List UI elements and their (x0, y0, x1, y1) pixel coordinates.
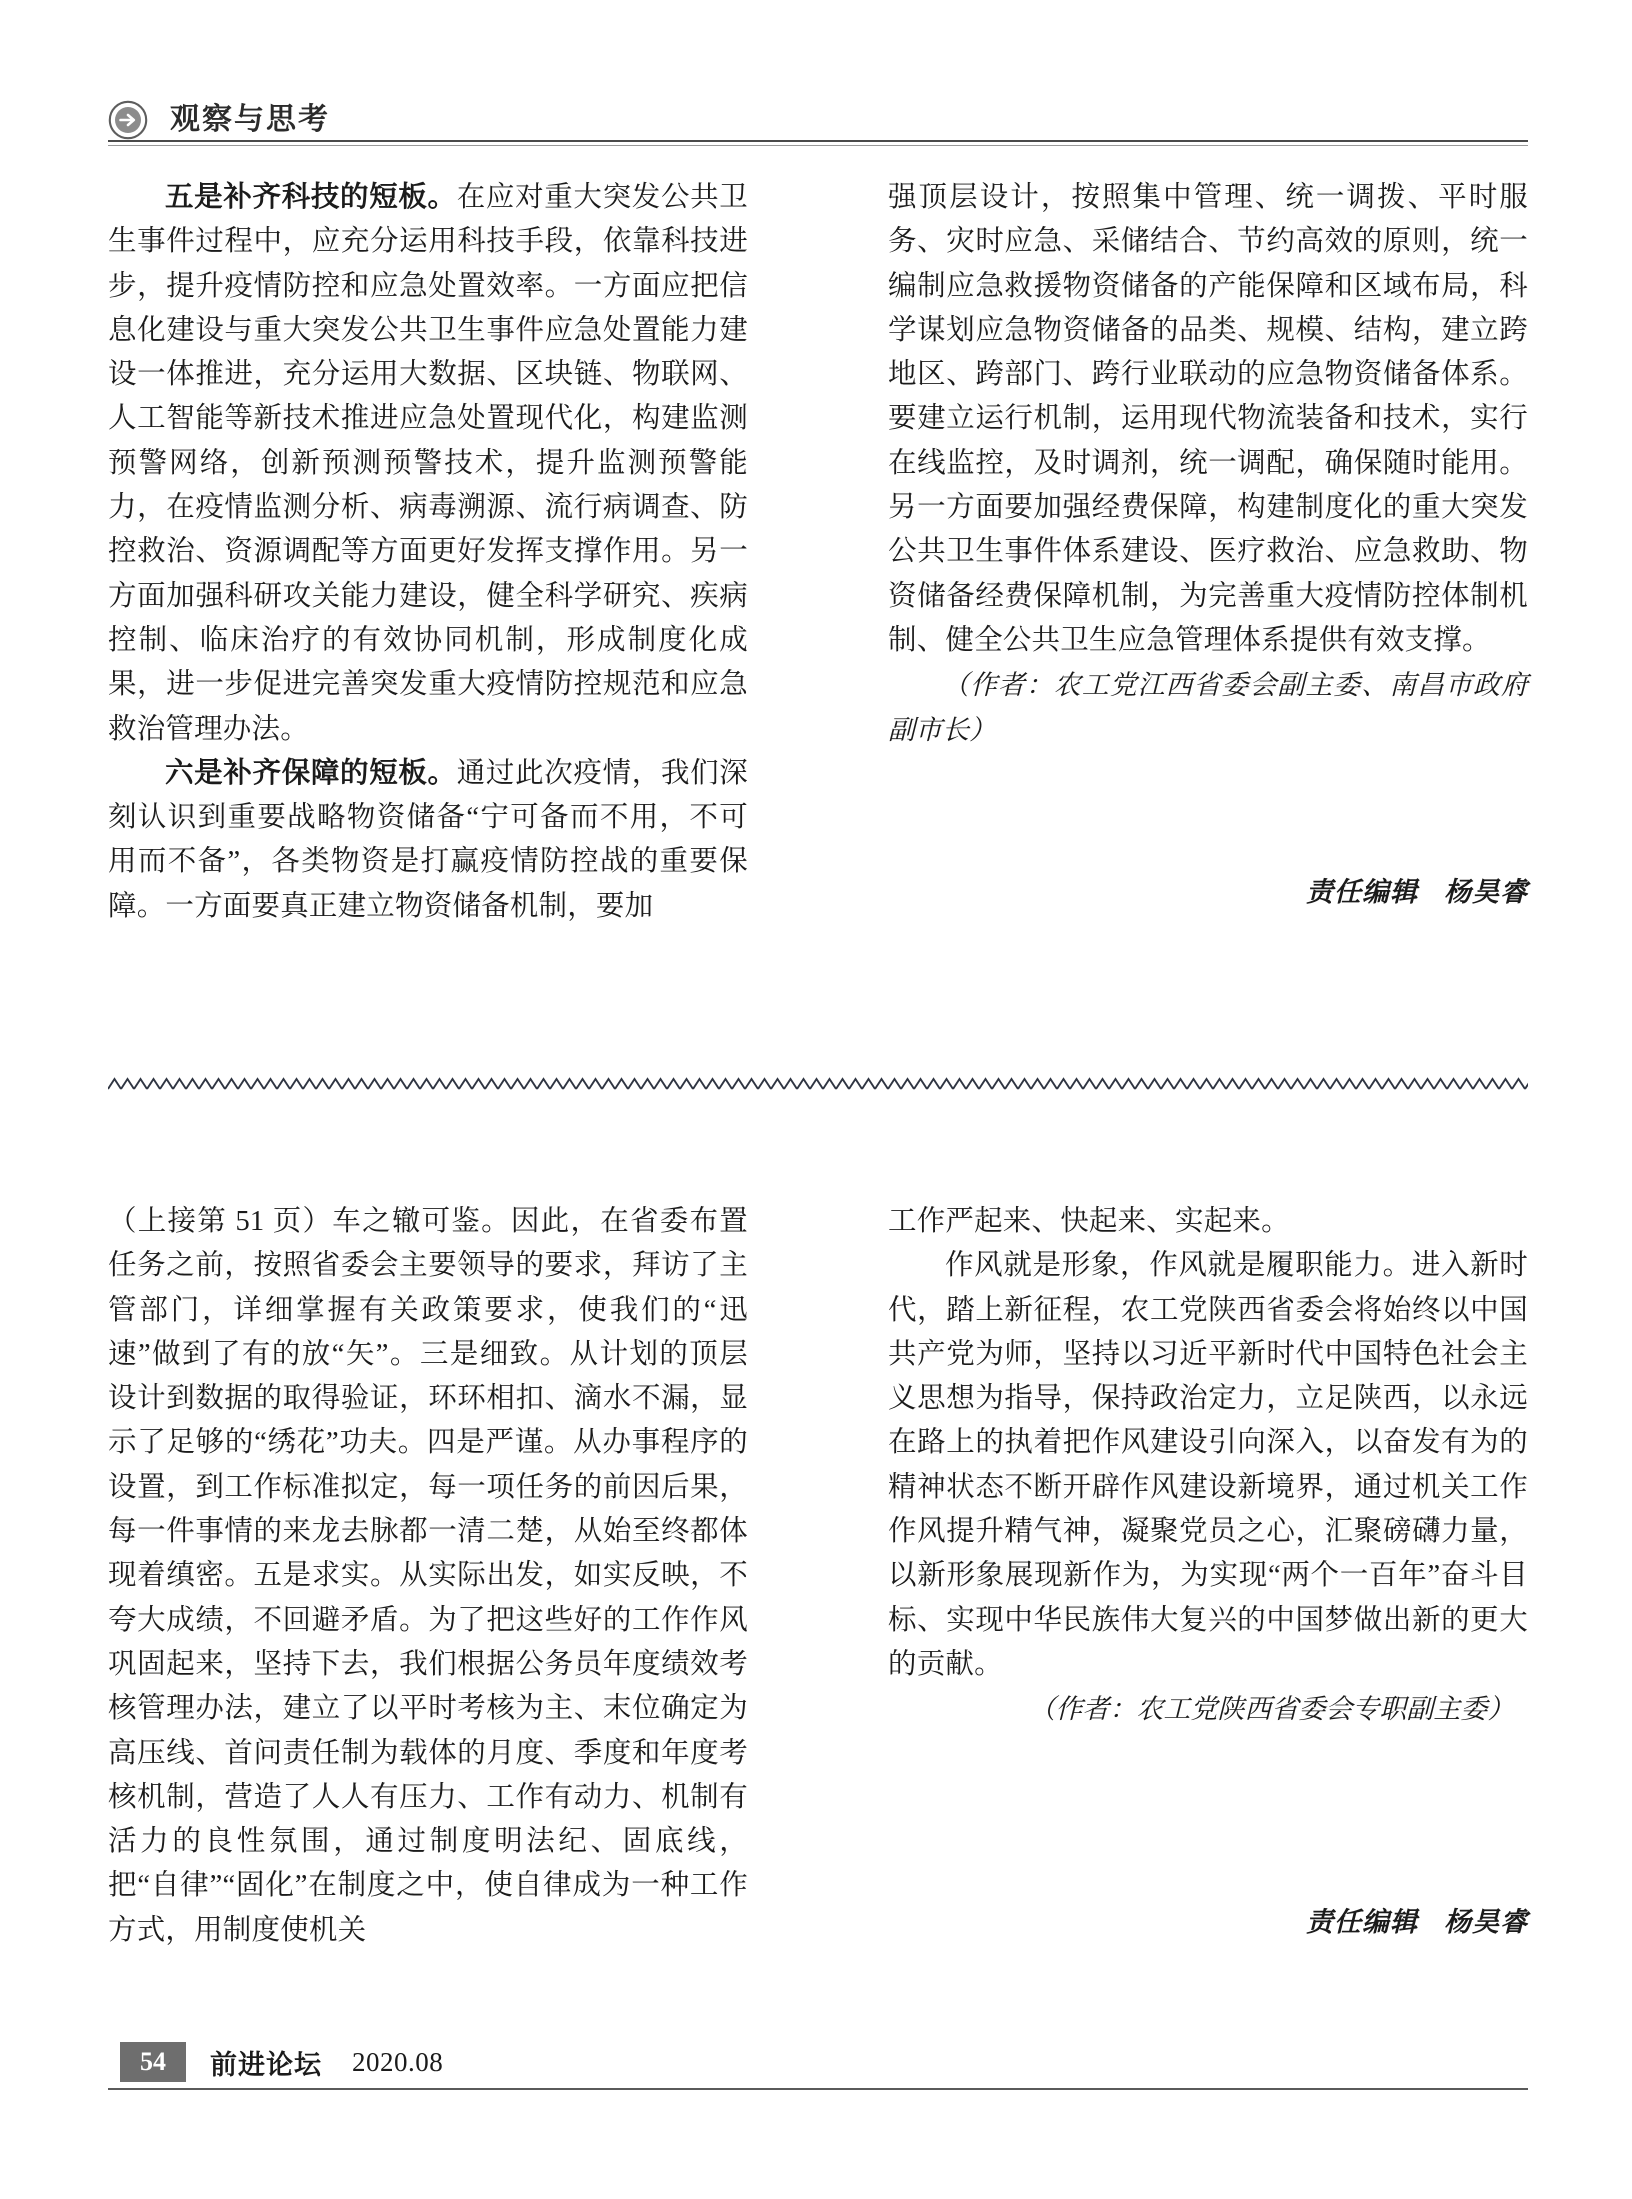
article-top (108, 176, 1528, 929)
article-top-right-body (888, 176, 1528, 663)
paragraph-text: 作风就是形象，作风就是履职能力。进入新时代，踏上新征程，农工党陕西省委会将始终以中国共产党为师，坚持以习近平新时代中国特色社会主义思想为指导，保持政治定力，立足陕西，以永远在路上的执着把作风建设引向深入，以奋发有为的精神状态不断开辟作风建设新境界，通过机关工作作风提升精气神，凝聚党员之心，汇聚磅礴力量，以新形象展现新作为，为实现“两个一百年”奋斗目标、实现中华民族伟大复兴的中国梦做出新的更大的贡献。 (888, 1250, 1528, 1680)
header-rule-thin (108, 145, 1528, 146)
editor-name: 杨昊睿 (1444, 1906, 1528, 1937)
issue-date: 2020.08 (352, 2046, 444, 2077)
editor-label: 责任编辑 (1306, 1906, 1418, 1937)
editor-label: 责任编辑 (1306, 876, 1418, 907)
paragraph-text: 通过此次疫情，我们深刻认识到重要战略物资储备“宁可备而不用，不可用而不备”，各类物资是打赢疫情防控战的重要保障。一方面要真正建立物资储备机制，要加 (108, 757, 748, 922)
magazine-title: 前进论坛 (210, 2049, 322, 2080)
article-bottom (108, 1200, 1528, 1953)
continuation-note: （上接第 51 页） (108, 1206, 333, 1237)
editor-credit (888, 1900, 1528, 1939)
author-credit: （作者：农工党陕西省委会专职副主委） (1028, 1694, 1515, 1725)
zigzag-divider (108, 1076, 1528, 1092)
editor-name: 杨昊睿 (1444, 876, 1528, 907)
page-number-badge: 54 (120, 2042, 186, 2082)
footer-magazine-info (210, 2042, 443, 2082)
paragraph-text: 在应对重大突发公共卫生事件过程中，应充分运用科技手段，依靠科技进步，提升疫情防控和应急处置效率。一方面应把信息化建设与重大突发公共卫生事件应急处置能力建设一体推进，充分运用大数据、区块链、物联网、人工智能等新技术推进应急处置现代化，构建监测预警网络，创新预测预警技术，提升监测预警能力，在疫情监测分析、病毒溯源、流行病调查、防控救治、资源调配等方面更好发挥支撑作用。另一方面加强科研攻关能力建设，健全科学研究、疾病控制、临床治疗的有效协同机制，形成制度化成果，进一步促进完善突发重大疫情防控规范和应急救治管理办法。 (108, 182, 748, 745)
article-bottom-right-body (888, 1200, 1528, 1687)
article-top-left-body (108, 176, 748, 929)
paragraph (888, 1200, 1528, 1244)
header-rule-thick (108, 140, 1528, 142)
article-bottom-right-column (888, 1200, 1528, 1953)
paragraph (888, 176, 1528, 663)
footer-rule (108, 2088, 1528, 2090)
article-top-right-column (888, 176, 1528, 929)
paragraph (108, 176, 748, 752)
author-credit: （作者：农工党江西省委会副主委、南昌市政府副市长） (888, 670, 1528, 745)
paragraph-text: 强顶层设计，按照集中管理、统一调拨、平时服务、灾时应急、采储结合、节约高效的原则，统一编制应急救援物资储备的产能保障和区域布局，科学谋划应急物资储备的品类、规模、结构，建立跨地区、跨部门、跨行业联动的应急物资储备体系。要建立运行机制，运用现代物流装备和技术，实行在线监控，及时调剂，统一调配，确保随时能用。另一方面要加强经费保障，构建制度化的重大突发公共卫生事件体系建设、医疗救治、应急救助、物资储备经费保障机制，为完善重大疫情防控体制机制、健全公共卫生应急管理体系提供有效支撑。 (888, 182, 1528, 656)
page-footer (108, 2036, 1528, 2090)
paragraph-lead: 五是补齐科技的短板。 (165, 182, 457, 213)
paragraph (888, 1244, 1528, 1687)
paragraph (108, 1200, 748, 1953)
paragraph-text: 工作严起来、快起来、实起来。 (888, 1206, 1290, 1237)
article-bottom-left-column (108, 1200, 748, 1953)
paragraph (108, 752, 748, 929)
editor-credit (888, 870, 1528, 909)
paragraph-lead: 六是补齐保障的短板。 (165, 757, 457, 789)
arrow-right-circle-icon (108, 100, 148, 140)
article-bottom-left-body (108, 1200, 748, 1953)
running-head-title: 观察与思考 (170, 103, 330, 136)
paragraph-text: 车之辙可鉴。因此，在省委布置任务之前，按照省委会主要领导的要求，拜访了主管部门，详细掌握有关政策要求，使我们的“迅速”做到了有的放“矢”。三是细致。从计划的顶层设计到数据的取得验证，环环相扣、滴水不漏，显示了足够的“绣花”功夫。四是严谨。从办事程序的设置，到工作标准拟定，每一项任务的前因后果，每一件事情的来龙去脉都一清二楚，从始至终都体现着缜密。五是求实。从实际出发，如实反映，不夸大成绩，不回避矛盾。为了把这些好的工作作风巩固起来，坚持下去，我们根据公务员年度绩效考核管理办法，建立了以平时考核为主、末位确定为高压线、首问责任制为载体的月度、季度和年度考核机制，营造了人人有压力、工作有动力、机制有活力的良性氛围，通过制度明法纪、固底线，把“自律”“固化”在制度之中，使自律成为一种工作方式，用制度使机关 (108, 1206, 748, 1946)
article-top-left-column (108, 176, 748, 929)
